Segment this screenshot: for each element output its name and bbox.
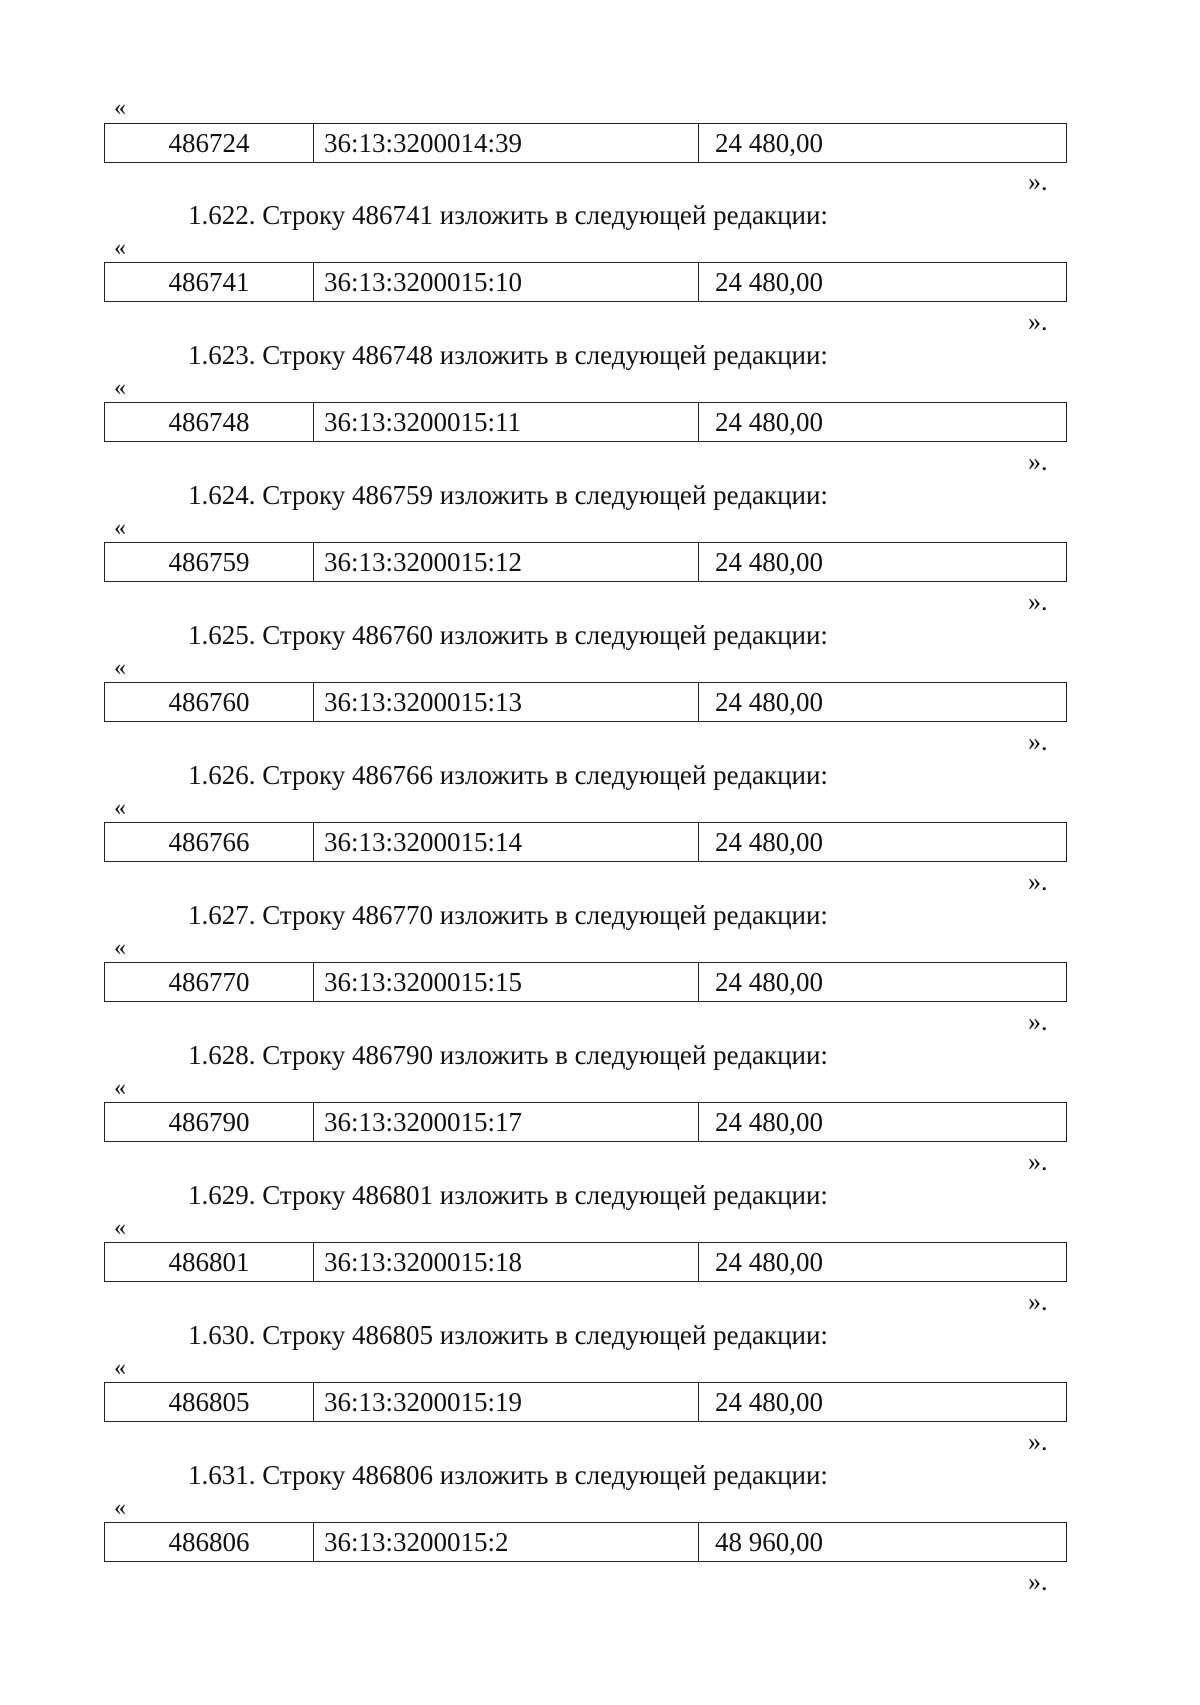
cadastral-value: 24 480,00: [715, 967, 823, 997]
opening-quote: «: [114, 1495, 126, 1521]
table-row: [104, 262, 1067, 302]
table-row: [104, 542, 1067, 582]
table-row: [104, 682, 1067, 722]
row-number: 486805: [105, 1383, 314, 1421]
cadastral-value: 24 480,00: [715, 1387, 823, 1417]
cadastral-number: 36:13:3200015:11: [314, 403, 699, 441]
row-number: 486801: [105, 1243, 314, 1281]
cadastral-number: 36:13:3200015:2: [314, 1523, 699, 1561]
section-heading: 1.623. Строку 486748 изложить в следующей редакции:: [188, 340, 828, 370]
section-heading: 1.625. Строку 486760 изложить в следующей редакции:: [188, 620, 828, 650]
opening-quote: «: [114, 95, 126, 121]
table-row: [104, 1242, 1067, 1282]
row-number: 486766: [105, 823, 314, 861]
cadastral-number: 36:13:3200015:10: [314, 263, 699, 301]
section-heading: 1.626. Строку 486766 изложить в следующей редакции:: [188, 760, 828, 790]
closing-quote: ».: [1028, 447, 1048, 476]
row-number: 486806: [105, 1523, 314, 1561]
closing-quote: ».: [1028, 1287, 1048, 1316]
cadastral-value: 48 960,00: [715, 1527, 823, 1557]
section-heading: 1.631. Строку 486806 изложить в следующей редакции:: [188, 1460, 828, 1490]
section-heading: 1.630. Строку 486805 изложить в следующей редакции:: [188, 1320, 828, 1350]
cadastral-value: 24 480,00: [715, 1247, 823, 1277]
row-number: 486759: [105, 543, 314, 581]
closing-quote: ».: [1028, 1007, 1048, 1036]
table-row: [104, 123, 1067, 163]
opening-quote: «: [114, 515, 126, 541]
cadastral-number: 36:13:3200015:17: [314, 1103, 699, 1141]
closing-quote: ».: [1028, 1567, 1048, 1596]
opening-quote: «: [114, 1355, 126, 1381]
section-heading: 1.622. Строку 486741 изложить в следующей редакции:: [188, 200, 828, 230]
row-number: 486770: [105, 963, 314, 1001]
table-row: [104, 1382, 1067, 1422]
section-heading: 1.629. Строку 486801 изложить в следующей редакции:: [188, 1180, 828, 1210]
closing-quote: ».: [1028, 167, 1048, 196]
opening-quote: «: [114, 795, 126, 821]
cadastral-number: 36:13:3200015:14: [314, 823, 699, 861]
opening-quote: «: [114, 935, 126, 961]
cadastral-value: 24 480,00: [715, 128, 823, 158]
row-number: 486790: [105, 1103, 314, 1141]
opening-quote: «: [114, 1215, 126, 1241]
table-row: [104, 402, 1067, 442]
cadastral-value: 24 480,00: [715, 687, 823, 717]
row-number: 486760: [105, 683, 314, 721]
cadastral-number: 36:13:3200014:39: [314, 124, 699, 162]
table-row: [104, 962, 1067, 1002]
opening-quote: «: [114, 655, 126, 681]
opening-quote: «: [114, 375, 126, 401]
row-number: 486748: [105, 403, 314, 441]
closing-quote: ».: [1028, 587, 1048, 616]
table-row: [104, 822, 1067, 862]
closing-quote: ».: [1028, 307, 1048, 336]
closing-quote: ».: [1028, 867, 1048, 896]
cadastral-value: 24 480,00: [715, 1107, 823, 1137]
section-heading: 1.624. Строку 486759 изложить в следующей редакции:: [188, 480, 828, 510]
cadastral-value: 24 480,00: [715, 547, 823, 577]
row-number: 486741: [105, 263, 314, 301]
cadastral-value: 24 480,00: [715, 827, 823, 857]
cadastral-number: 36:13:3200015:12: [314, 543, 699, 581]
closing-quote: ».: [1028, 1147, 1048, 1176]
table-row: [104, 1102, 1067, 1142]
closing-quote: ».: [1028, 1427, 1048, 1456]
row-number: 486724: [105, 124, 314, 162]
cadastral-number: 36:13:3200015:19: [314, 1383, 699, 1421]
table-row: [104, 1522, 1067, 1562]
cadastral-number: 36:13:3200015:13: [314, 683, 699, 721]
section-heading: 1.628. Строку 486790 изложить в следующей редакции:: [188, 1040, 828, 1070]
cadastral-value: 24 480,00: [715, 407, 823, 437]
cadastral-value: 24 480,00: [715, 267, 823, 297]
opening-quote: «: [114, 235, 126, 261]
cadastral-number: 36:13:3200015:15: [314, 963, 699, 1001]
opening-quote: «: [114, 1075, 126, 1101]
closing-quote: ».: [1028, 727, 1048, 756]
section-heading: 1.627. Строку 486770 изложить в следующей редакции:: [188, 900, 828, 930]
cadastral-number: 36:13:3200015:18: [314, 1243, 699, 1281]
